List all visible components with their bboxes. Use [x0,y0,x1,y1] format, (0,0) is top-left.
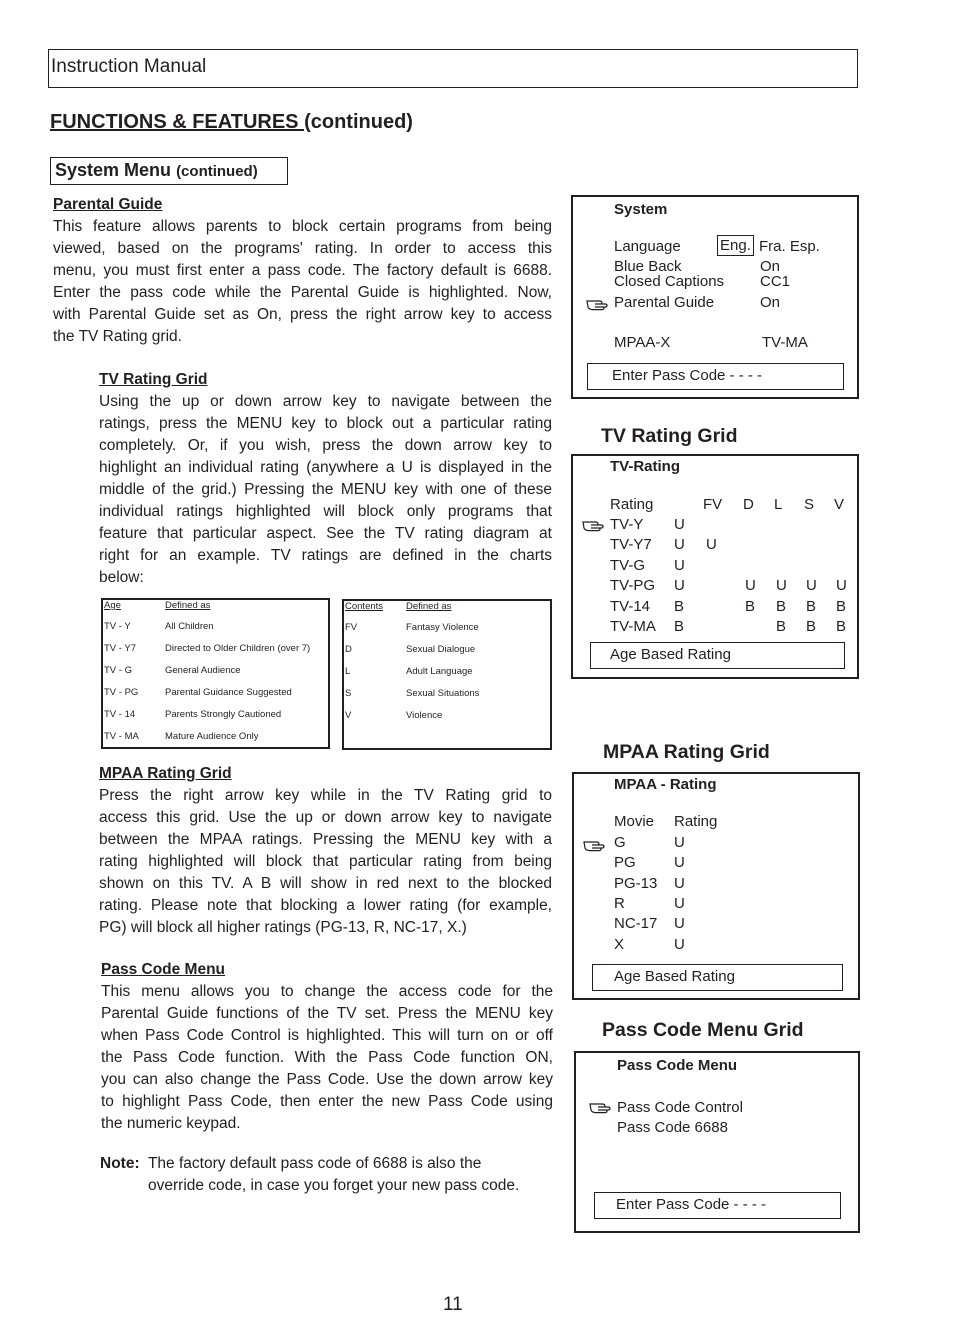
grid-cell: V [834,496,845,513]
text-line: ratings, press the MENU key to block out a particular rating [99,415,552,432]
grid-cell: U [674,577,685,595]
grid-cell: U [674,915,685,933]
grid-cell: TV-14 [610,597,651,615]
table-cell: Age [104,600,121,611]
text-line: when Pass Code Control is highlighted. This will turn on or off [101,1027,553,1044]
text-line: the TV Rating grid. [53,328,182,345]
closed-captions-label: Closed Captions [614,273,725,290]
page-title-suffix: (continued) [304,111,413,133]
text-line: completely. Or, if you wish, press the down arrow key to [99,437,552,454]
table-cell: TV - Y7 [104,643,137,654]
grid-cell: U [706,536,717,554]
parental-guide-value: On [760,294,781,311]
grid-cell: X [614,935,625,953]
enter-pass-code-field[interactable] [587,363,844,390]
text-line: This menu allows you to change the access code for the [101,983,553,1000]
age-based-rating-text: Age Based Rating [610,646,731,663]
text-line: right for an example. TV ratings are defined in the charts [99,547,552,564]
table-cell: TV - Y [104,621,131,632]
text-line: rating highlighted will block that particular rating from being [99,853,552,870]
note-label: Note: [100,1155,140,1172]
table-cell: Parental Guidance Suggested [165,687,292,698]
grid-cell: TV-PG [610,577,656,595]
grid-cell: S [804,496,815,513]
text-line: menu, you must first enter a pass code. The factory default is 6688. [53,262,552,279]
grid-cell: B [806,618,817,635]
text-line: individual ratings highlighted will block only programs that [99,503,552,520]
pointing-hand-icon [582,516,604,532]
tv-grid-heading: TV Rating Grid [601,425,738,447]
grid-cell: B [674,597,685,615]
text-line: PG) will block all higher ratings (PG-13, R, NC-17, X.) [99,919,467,936]
grid-cell: U [806,577,817,595]
note-text-2: override code, in case you forget your new pass code. [148,1177,520,1194]
tv-panel-title: TV-Rating [610,458,680,475]
grid-cell: TV-G [610,556,646,574]
text-line: below: [99,569,144,586]
grid-cell: U [674,874,685,892]
pointing-hand-icon [589,1098,611,1114]
grid-cell: U [674,516,685,533]
grid-cell: R [614,894,625,912]
grid-cell: U [674,935,685,953]
table-cell: TV - PG [104,687,139,698]
mpaa-rating-title: MPAA Rating Grid [99,765,232,782]
mpaa-rating-panel [572,772,860,1000]
pass-code-text [101,981,553,1135]
grid-cell: PG-13 [614,874,658,892]
grid-cell: Movie [614,813,655,830]
pass-code-control-item[interactable]: Pass Code Control [617,1099,743,1116]
grid-cell: B [776,618,787,635]
system-menu-label-box [50,157,288,185]
table-cell: TV - 14 [104,709,136,720]
text-line: feature that particular aspect. See the TV rating diagram at [99,525,552,542]
system-menu-panel [571,195,859,399]
grid-cell: TV-MA [610,618,656,635]
table-cell: General Audience [165,665,241,676]
pass-panel-title: Pass Code Menu [617,1057,738,1074]
pointing-hand-icon [583,836,605,852]
mpaa-panel-title: MPAA - Rating [614,776,717,793]
grid-cell: B [836,618,847,635]
table-cell: Defined as [406,601,452,612]
table-cell: Mature Audience Only [165,731,259,742]
grid-cell: B [674,618,685,635]
grid-cell: U [836,577,847,595]
closed-captions-value: CC1 [760,273,791,290]
grid-cell: NC-17 [614,915,658,933]
text-line: This feature allows parents to block certain programs from being [53,218,552,235]
page-title [50,111,413,134]
table-cell: TV - MA [104,731,139,742]
content-definition-table [342,599,552,750]
table-cell: Sexual Situations [406,688,480,699]
blue-back-value: On [760,258,781,275]
grid-cell: U [674,854,685,872]
enter-pass-code-text: Enter Pass Code - - - - [612,367,763,384]
pass-enter-code-text: Enter Pass Code - - - - [616,1196,767,1213]
grid-cell: Rating [610,496,654,513]
table-cell: S [345,688,352,699]
text-line: shown on this TV. A B will show in red next to the blocked [99,875,552,892]
grid-cell: Rating [674,813,718,830]
text-line: between the MPAA ratings. Pressing the MENU key with a [99,831,552,848]
text-line: the Pass Code function. With the Pass Code function ON, [101,1049,553,1066]
table-cell: D [345,644,352,655]
mpaa-age-based-rating-field[interactable] [592,964,843,991]
text-line: middle of the grid.) Pressing the MENU key with one of these [99,481,552,498]
age-definition-table [101,598,330,749]
text-line: access this grid. Use the up or down arrow key to navigate [99,809,552,826]
pass-enter-code-field[interactable] [594,1192,841,1219]
tv-rating-panel [571,454,859,679]
grid-cell: B [776,597,787,615]
table-cell: Directed to Older Children (over 7) [165,643,311,654]
grid-cell: B [836,597,847,615]
language-options: Fra. Esp. [759,238,820,255]
table-cell: FV [345,622,358,633]
text-line: rating. Please note that blocking a lower rating (for example, [99,897,552,914]
table-cell: Defined as [165,600,211,611]
mpaa-setting: MPAA-X [614,334,671,351]
grid-cell: B [745,597,756,615]
tv-rating-title: TV Rating Grid [99,371,208,388]
table-cell: Fantasy Violence [406,622,479,633]
text-line: Press the right arrow key while in the TV Rating grid to [99,787,552,804]
parental-guide-title: Parental Guide [53,196,163,213]
table-cell: Sexual Dialogue [406,644,476,655]
language-label: Language [614,238,681,255]
pointing-hand-icon [586,295,608,311]
parental-guide-label: Parental Guide [614,294,715,311]
language-selected[interactable]: Eng. [717,235,754,256]
grid-cell: B [806,597,817,615]
grid-cell: U [776,577,787,595]
page-number: 11 [443,1294,463,1315]
text-line: Parental Guide functions of the TV set. Press the MENU key [101,1005,553,1022]
pass-grid-heading: Pass Code Menu Grid [602,1019,804,1041]
tv-rating-text [99,391,552,589]
grid-cell: TV-Y [610,516,644,533]
table-cell: Parents Strongly Cautioned [165,709,282,720]
table-cell: All Children [165,621,214,632]
parental-guide-text [53,216,552,348]
grid-cell: PG [614,854,636,872]
page-title-main: FUNCTIONS & FEATURES [50,111,305,133]
text-line: viewed, based on the programs' rating. In order to access this [53,240,552,257]
grid-cell: G [614,834,626,851]
table-cell: L [345,666,351,677]
system-panel-title: System [614,201,668,218]
note-line-1 [100,1153,553,1175]
tv-setting: TV-MA [762,334,808,351]
grid-cell: FV [703,496,723,513]
blue-back-label: Blue Back [614,258,682,275]
text-line: to highlight Pass Code, then enter the new Pass Code using [101,1093,553,1110]
note-text-1: The factory default pass code of 6688 is also the [147,1155,482,1172]
text-line: Enter the pass code while the Parental Guide is highlighted. Now, [53,284,552,301]
pass-code-title: Pass Code Menu [101,961,226,978]
grid-cell: U [745,577,756,595]
header-bar [48,49,858,88]
table-cell: TV - G [104,665,132,676]
mpaa-age-based-rating-text: Age Based Rating [614,968,735,985]
pass-code-item[interactable]: Pass Code 6688 [617,1119,728,1136]
table-cell: Violence [406,710,443,721]
table-cell: V [345,710,352,721]
grid-cell: U [674,894,685,912]
text-line: the numeric keypad. [101,1115,241,1132]
age-based-rating-field[interactable] [590,642,845,669]
pass-code-panel [574,1051,860,1233]
text-line: Using the up or down arrow key to navigate between the [99,393,552,410]
grid-cell: U [674,556,685,574]
text-line: you can also change the Pass Code. Use the down arrow key [101,1071,553,1088]
text-line: with Parental Guide set as On, press the right arrow key to access [53,306,552,323]
grid-cell: U [674,834,685,851]
mpaa-grid-heading: MPAA Rating Grid [603,741,770,763]
grid-cell: U [674,536,685,554]
header-title: Instruction Manual [51,56,207,77]
grid-cell: TV-Y7 [610,536,652,554]
system-menu-label: System Menu [55,160,172,180]
table-cell: Contents [345,601,384,612]
text-line: highlight an individual rating (anywhere a U is displayed in the [99,459,552,476]
mpaa-rating-text [99,785,552,939]
table-cell: Adult Language [406,666,473,677]
grid-cell: L [774,496,783,513]
system-menu-sub: (continued) [176,163,258,180]
grid-cell: D [743,496,754,513]
